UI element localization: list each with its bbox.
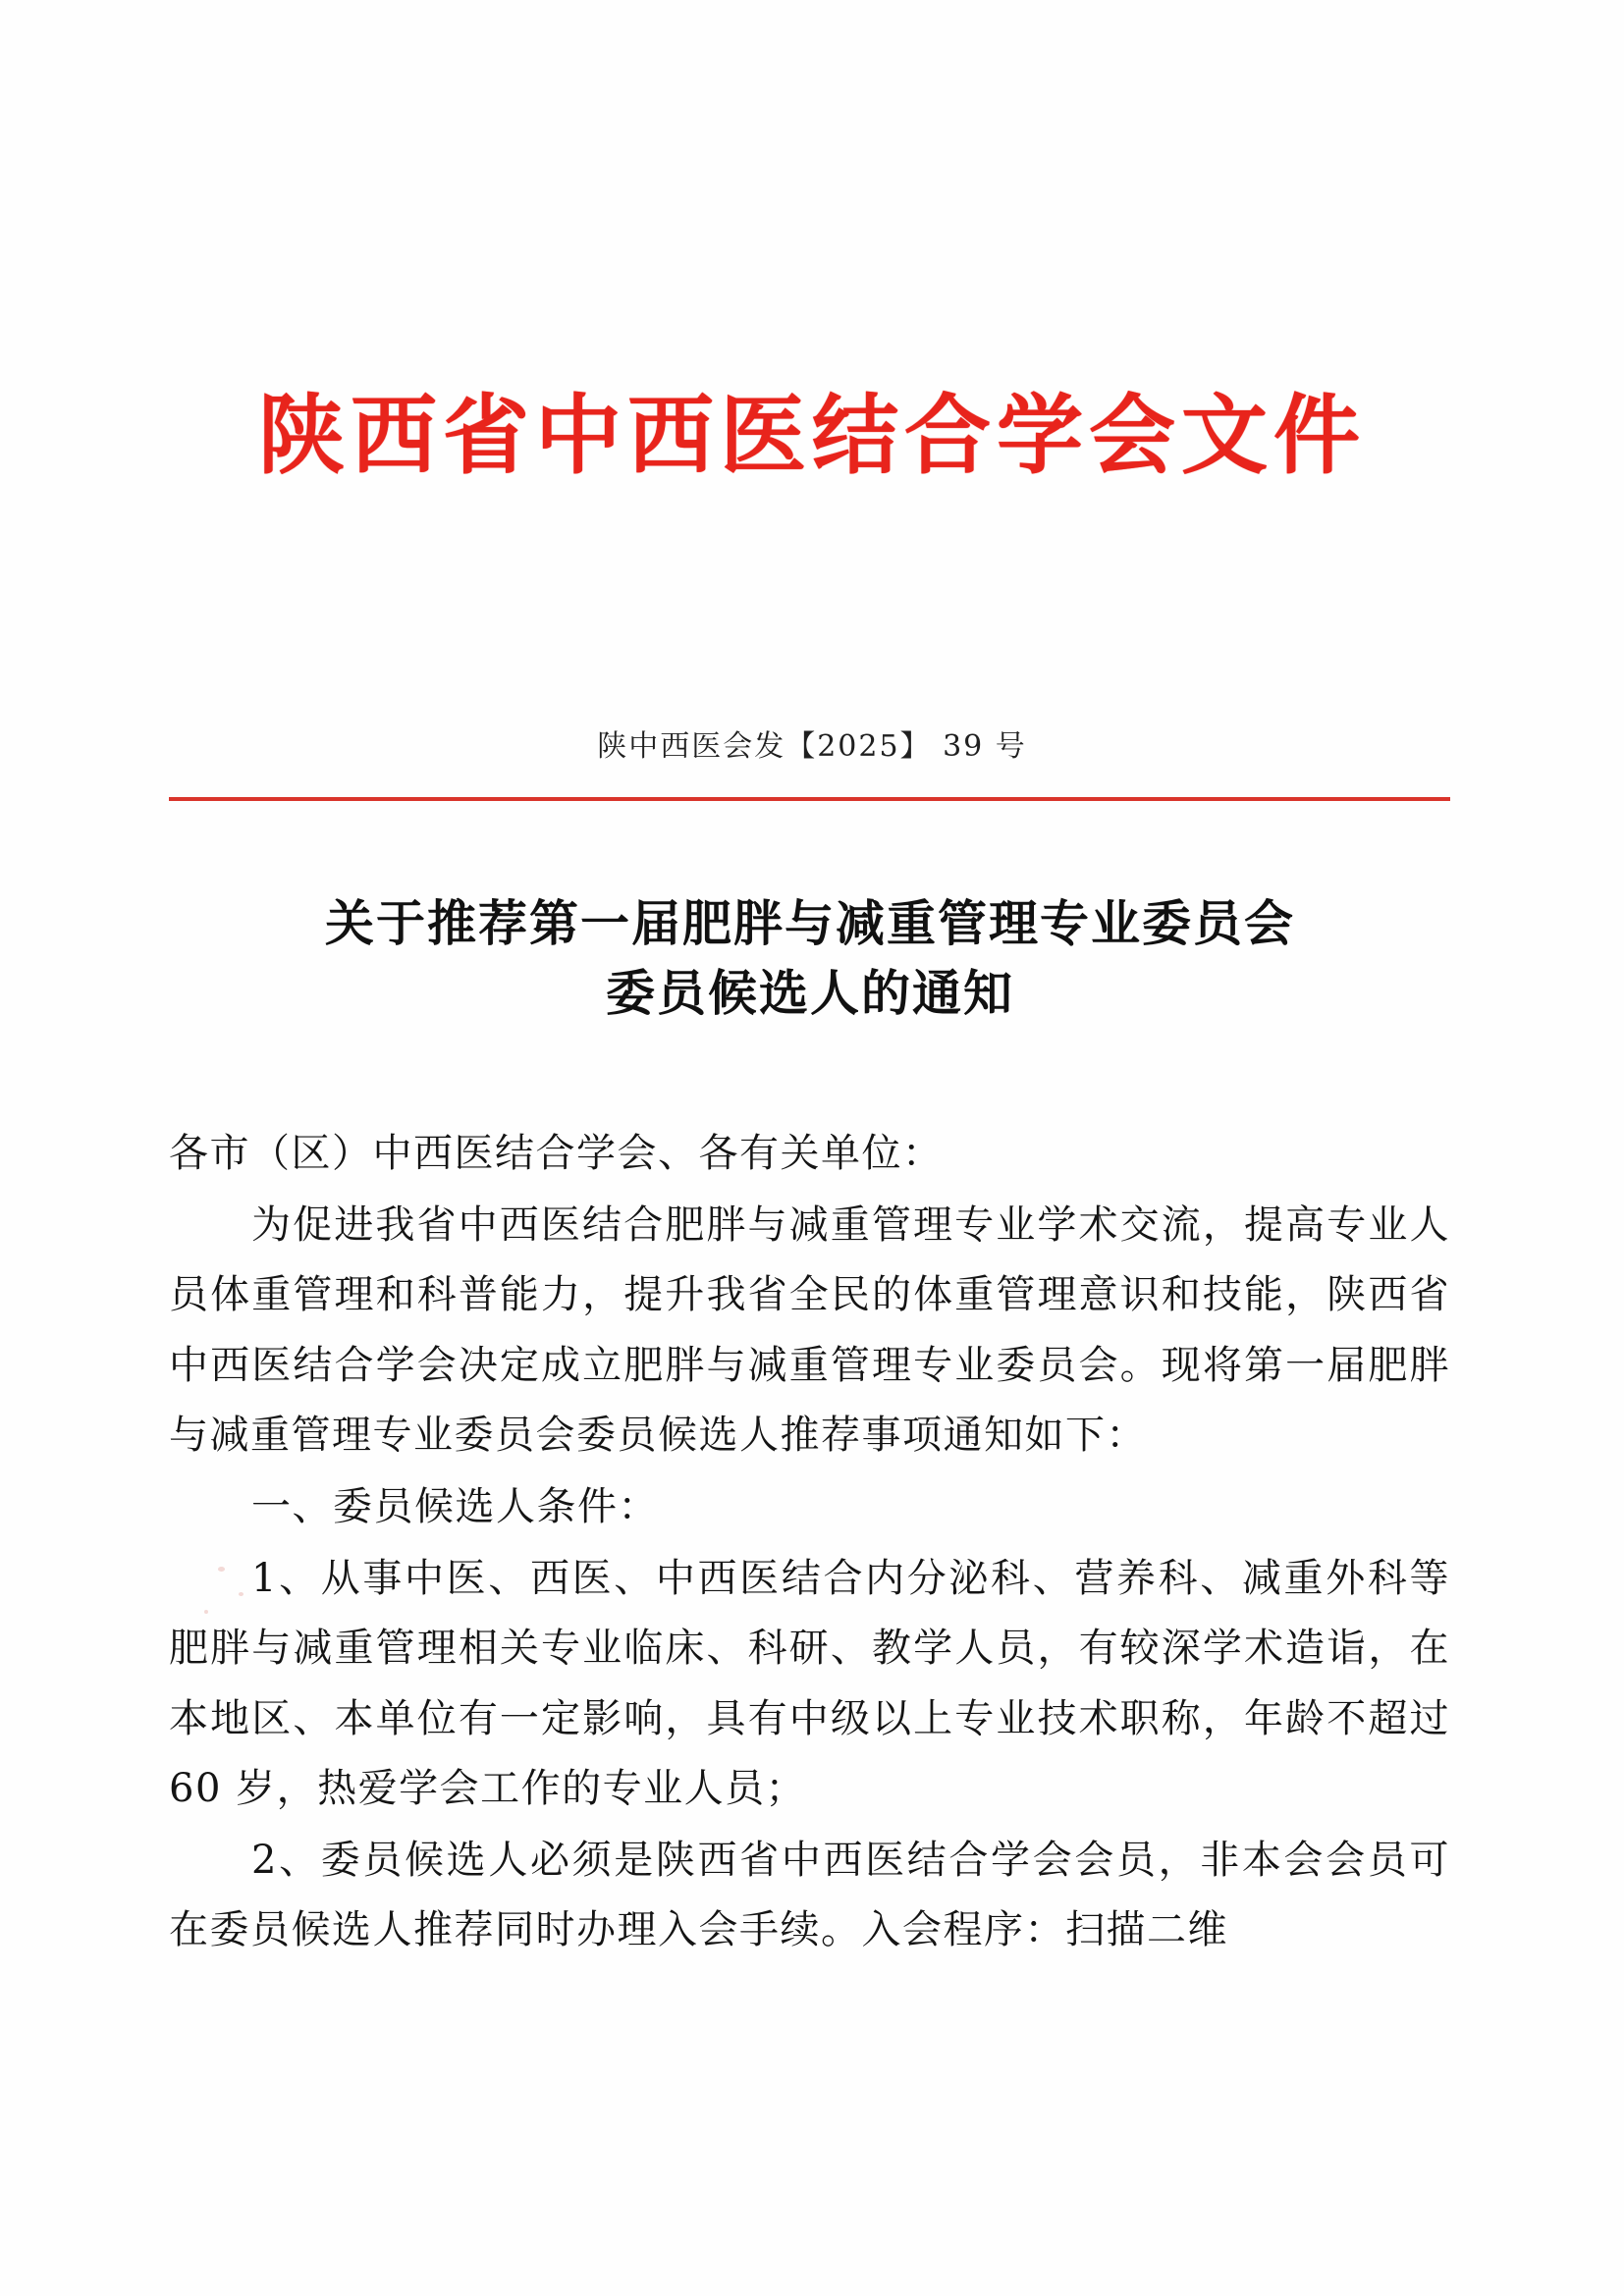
red-separator-rule — [169, 797, 1450, 801]
body-paragraph: 为促进我省中西医结合肥胖与减重管理专业学术交流，提高专业人员体重管理和科普能力，提升我省全民的体重管理意识和技能，陕西省中西医结合学会决定成立肥胖与减重管理专业委员会。现将第一届肥胖与减重管理专业委员会委员候选人推荐事项通知如下： — [169, 1202, 1450, 1458]
salutation: 各市（区）中西医结合学会、各有关单位： — [169, 1131, 944, 1176]
page-title — [177, 888, 1443, 1028]
letterhead — [0, 384, 1624, 486]
document-number: 陕中西医会发【2025】 39 号 — [597, 729, 1027, 764]
body-paragraph: 1、从事中医、西医、中西医结合内分泌科、营养科、减重外科等肥胖与减重管理相关专业临床、科研、教学人员，有较深学术造诣，在本地区、本单位有一定影响，具有中级以上专业技术职称，年龄不超过 60 岁，热爱学会工作的专业人员； — [169, 1556, 1450, 1811]
section-heading-one: 一、委员候选人条件： — [251, 1483, 659, 1529]
letterhead-title: 陕西省中西医结合学会文件 — [257, 384, 1366, 486]
body-paragraph: 2、委员候选人必须是陕西省中西医结合学会会员，非本会会员可在委员候选人推荐同时办理入会手续。入会程序：扫描二维 — [169, 1837, 1450, 1953]
title-line-1: 关于推荐第一届肥胖与减重管理专业委员会 — [325, 894, 1295, 952]
document-body — [169, 1119, 1450, 1967]
title-line-2: 委员候选人的通知 — [606, 964, 1014, 1022]
